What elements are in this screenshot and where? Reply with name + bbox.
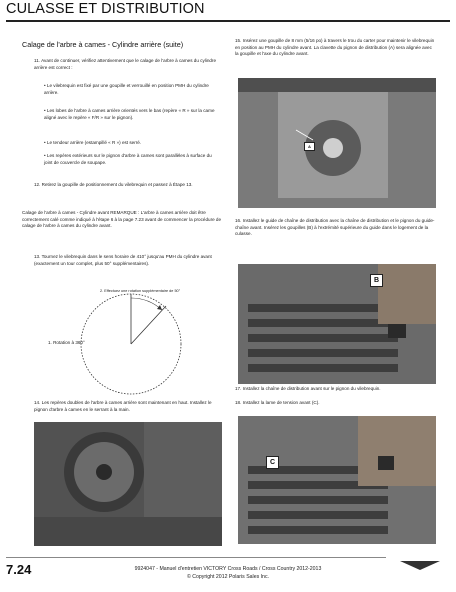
- bullet-item: • Les repères extérieurs sur le pignon d'arbre à cames sont parallèles à surface du joint de couvercle de soupape.: [44, 153, 212, 165]
- tension-blade-photo: [238, 416, 436, 544]
- bullet-item: • Les lobes de l'arbre à cames arrière orientés vers le bas (repère « R » sur la came aligné avec le repère « F/R » sur le pignon).: [44, 108, 215, 120]
- step-12: 12. Retirez la goupille de positionnement du vilebrequin et passez à Étape 13.: [34, 182, 193, 187]
- photo-label-b: B: [370, 274, 383, 287]
- step-17: 17. Installez la chaîne de distribution avant sur le pignon du vilebrequin.: [235, 386, 381, 391]
- footer-rule: [6, 557, 386, 558]
- step-15: 15. Insérez une goupille de 8 mm (5/16 po) à travers le trou du carter pour maintenir le vilebrequin en position au PMH du cylindre avant. La clavette du pignon de distribution (A) sera alignée avec la goupille et l'axe du cylindre avant.: [235, 38, 435, 57]
- chain-guide-photo: [238, 264, 436, 384]
- header-rule: [6, 20, 450, 22]
- bullet-item: • Le tendeur arrière (estampillé « R ») est serré.: [44, 140, 142, 145]
- step-14: 14. Les repères doubles de l'arbre à cames arrière sont maintenant en haut. Installez le pignon d'arbre à cames en le serrant à la main.: [34, 400, 212, 412]
- diagram-label-1: 1. Rotation à 360°: [48, 340, 85, 345]
- section-title: Calage de l'arbre à cames - Cylindre arrière (suite): [22, 40, 184, 49]
- photo-label-a: A: [304, 142, 315, 151]
- bullet-icon: •: [44, 153, 47, 158]
- footer-copyright: © Copyright 2012 Polaris Sales Inc.: [187, 574, 269, 580]
- rotation-diagram: [38, 276, 224, 396]
- photo-label-c: C: [266, 456, 279, 469]
- page-number: 7.24: [6, 562, 32, 577]
- footer-manual-title: 9924047 - Manuel d'entretien VICTORY Cross Roads / Cross Country 2012-2013: [134, 566, 322, 572]
- bullet-icon: •: [44, 108, 47, 113]
- bullet-icon: •: [44, 140, 47, 145]
- step-13: 13. Tournez le vilebrequin dans le sens horaire de 410° jusqu'au PMH du cylindre avant (exactement un tour complet, plus 50° supplémentaires).: [34, 254, 212, 266]
- camshaft-sprocket-photo: [34, 422, 222, 546]
- step-16: 16. Installez le guide de chaîne de distribution avec la chaîne de distribution et le pignon du guide-chaîne avant. Insérez les goupilles (B) à l'extrémité supérieure du guide dans le logement de la culasse.: [235, 218, 435, 237]
- victory-logo: [400, 558, 440, 570]
- crankcase-pin-photo: [238, 78, 436, 208]
- step-18: 18. Installez la lame de tension avant (C).: [235, 400, 320, 405]
- remark-note: Calage de l'arbre à cames - Cylindre avant REMARQUE : L'arbre à cames arrière doit être correctement calé comme indiqué à l'étape 6 à la page 7.23 avant de commencer la procédure de calage de l'arbre à cames du cylindre avant.: [22, 210, 222, 229]
- diagram-label-2: 2. Effectuez une rotation supplémentaire de 50°: [100, 289, 181, 293]
- bullet-item: • Le vilebrequin est fixé par une goupille et verrouillé en position PMH du cylindre arrière.: [44, 83, 209, 95]
- step-11: 11. Avant de continuer, vérifiez attentivement que le calage de l'arbre à cames du cylindre arrière est correct :: [34, 58, 217, 70]
- bullet-icon: •: [44, 83, 47, 88]
- page-header-title: CULASSE ET DISTRIBUTION: [6, 1, 205, 17]
